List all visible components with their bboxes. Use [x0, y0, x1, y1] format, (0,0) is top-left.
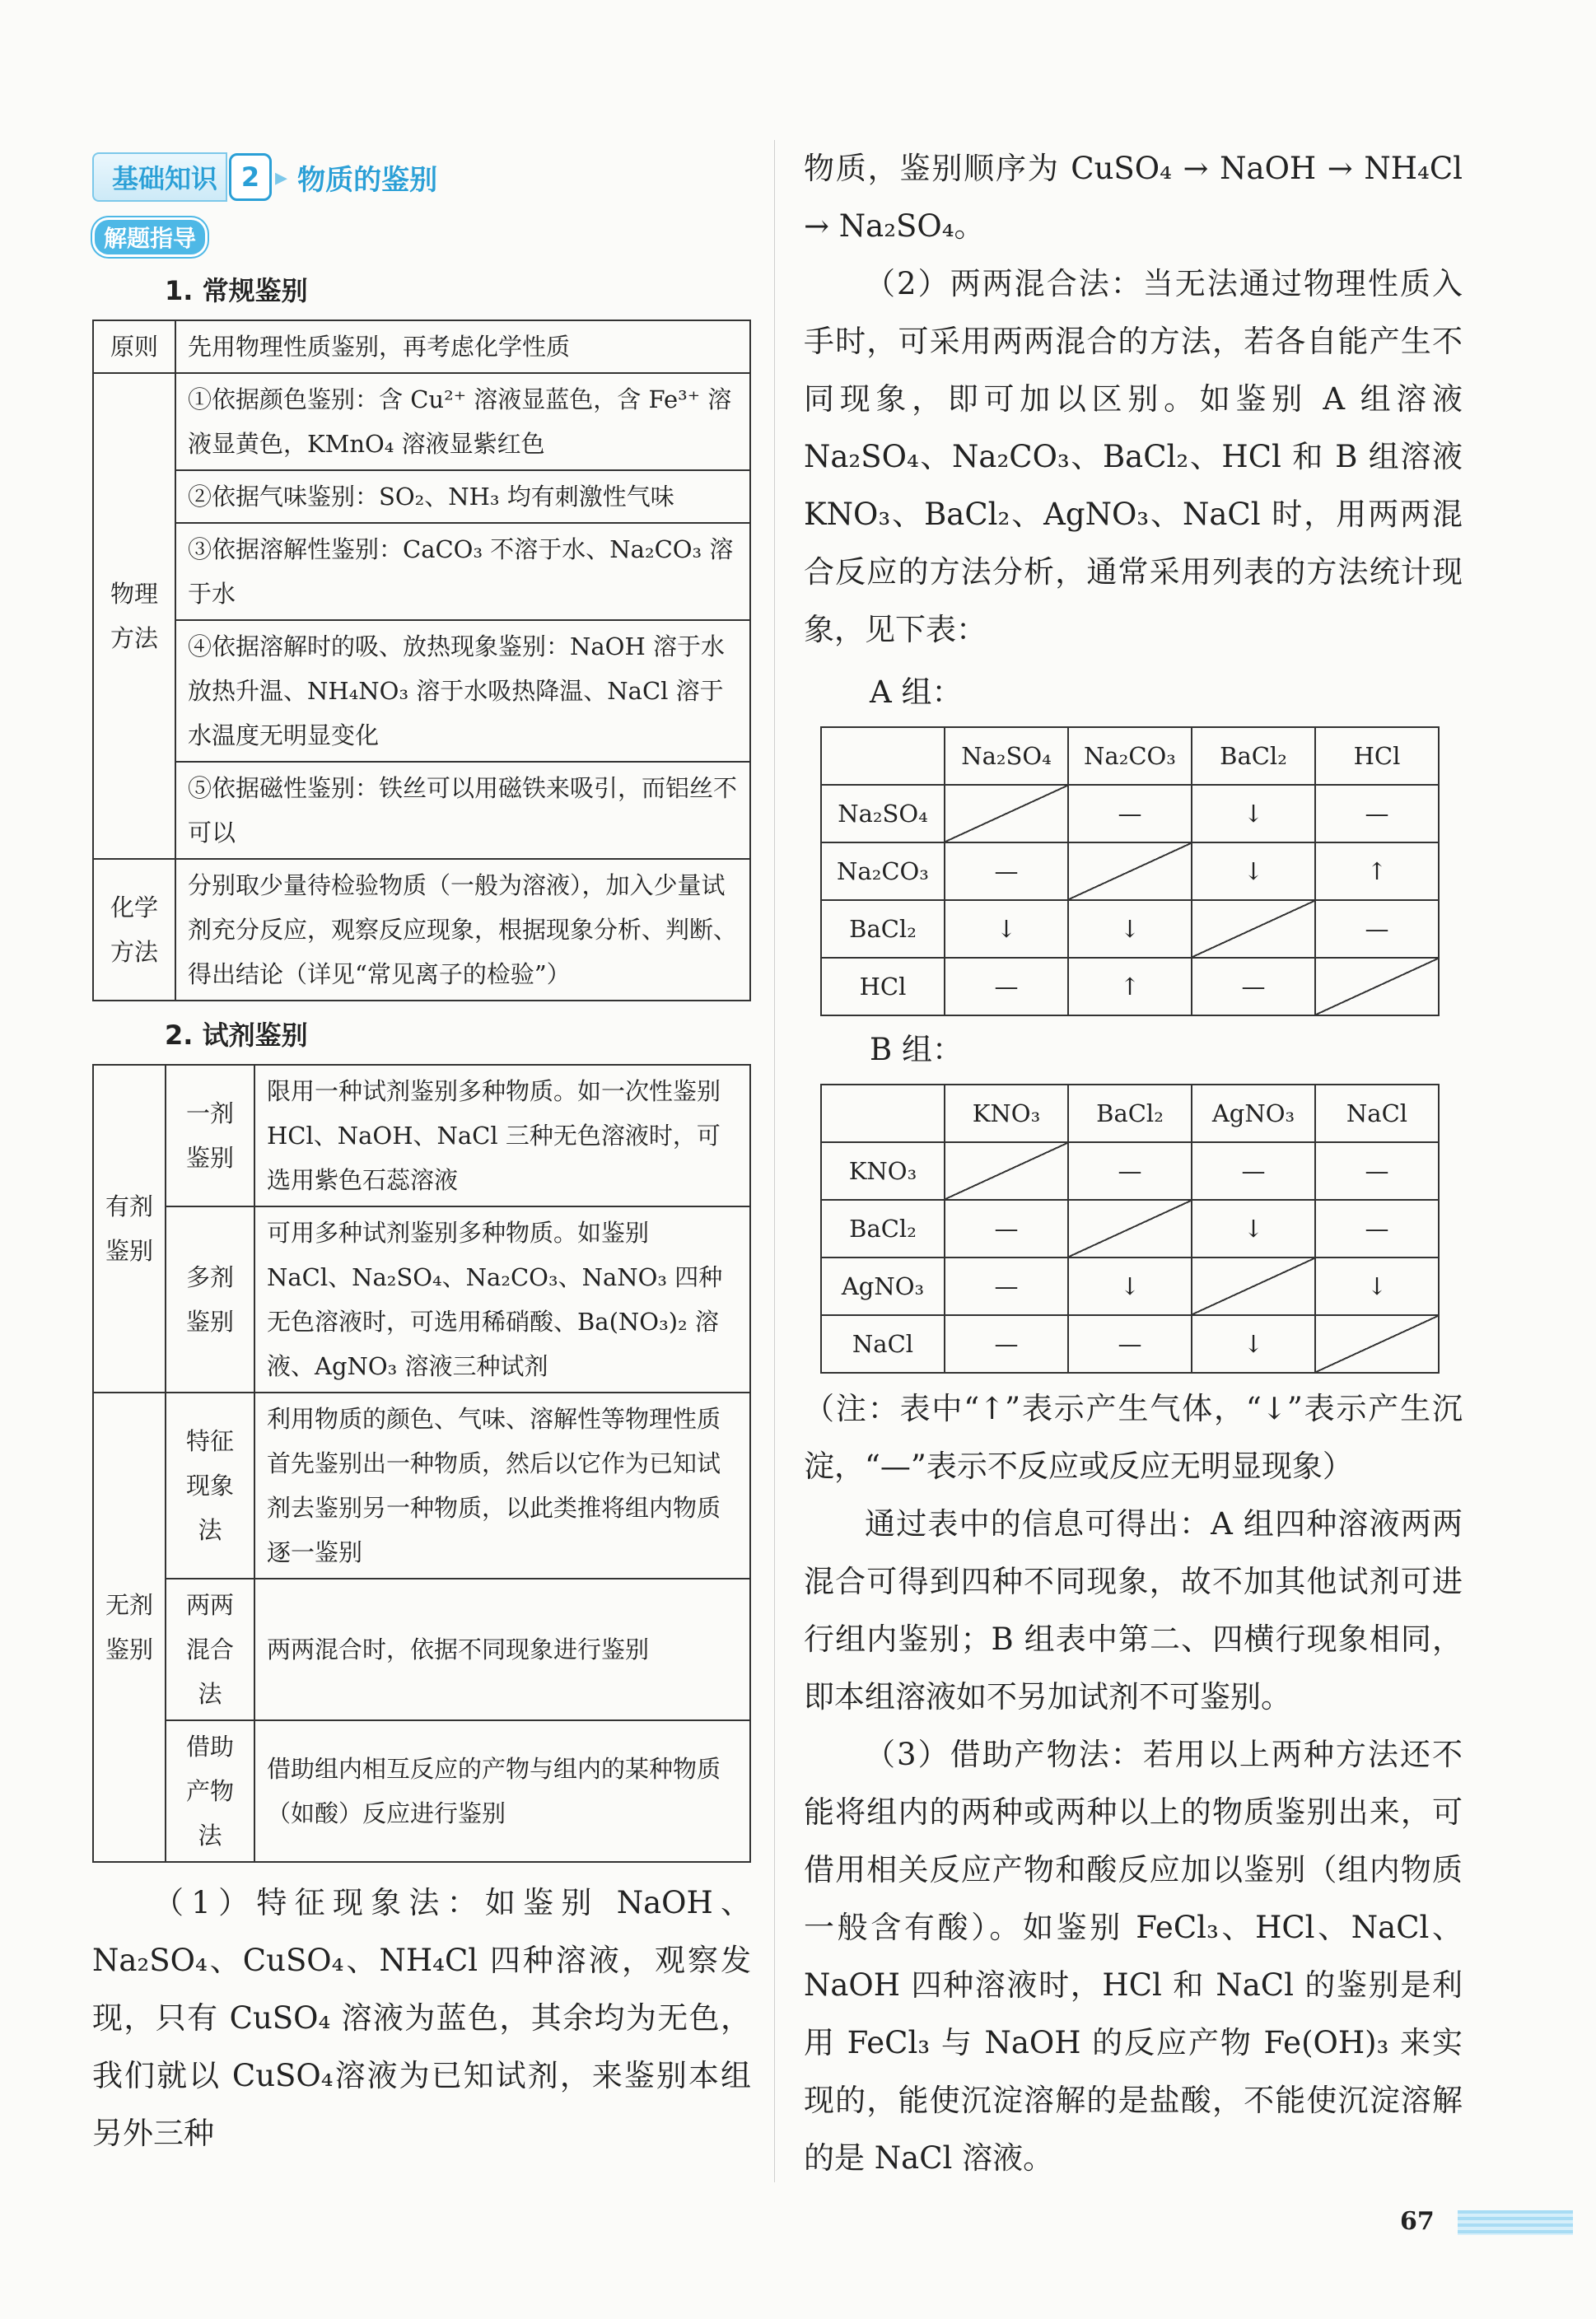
- product-method-paragraph: （3）借助产物法：若用以上两种方法还不能将组内的两种或两种以上的物质鉴别出来，可借用相关反应产物和酸反应加以鉴别（组内物质一般含有酸）。如鉴别 FeCl₃、HCl、NaCl、NaOH 四种溶液时，HCl 和 NaCl 的鉴别是利用 FeCl₃ 与 NaOH 的反应产物 Fe(OH)₃ 来实现的，能使沉淀溶解的是盐酸，不能使沉淀溶解的是 NaCl 溶液。: [804, 1737, 1463, 2176]
- column-header: BaCl₂: [1068, 1085, 1192, 1142]
- feature-method-label: 特征现象法: [166, 1393, 254, 1579]
- diagonal-cell: [1068, 842, 1192, 900]
- table-row: [93, 620, 750, 762]
- table-cell: —: [1315, 900, 1439, 958]
- tip-badge: 解题指导: [92, 217, 208, 257]
- group-a-label: A 组：: [870, 674, 963, 710]
- physical-row-solubility: ③依据溶解性鉴别：CaCO₃ 不溶于水、Na₂CO₃ 溶于水: [175, 523, 750, 620]
- diagonal-cell: [1315, 1315, 1439, 1373]
- product-method-text: 借助组内相互反应的产物与组内的某种物质（如酸）反应进行鉴别: [254, 1720, 750, 1862]
- table-row: [93, 1206, 750, 1393]
- table-header-row: [821, 727, 1439, 785]
- chemical-method-text: 分别取少量待检验物质（一般为溶液），加入少量试剂充分反应，观察反应现象，根据现象分析、判断、得出结论（详见“常见离子的检验”）: [175, 859, 750, 1001]
- product-method-label: 借助产物法: [166, 1720, 254, 1862]
- column-header: HCl: [1315, 727, 1439, 785]
- left-column: [92, 148, 751, 2163]
- table-cell: —: [1315, 1142, 1439, 1200]
- pairwise-method-text: 两两混合时，依据不同现象进行鉴别: [254, 1579, 750, 1720]
- subheading-reagent: 2. 试剂鉴别: [165, 1020, 308, 1051]
- diagonal-cell: [1315, 958, 1439, 1015]
- principle-text: 先用物理性质鉴别，再考虑化学性质: [175, 320, 750, 373]
- table-cell: —: [945, 842, 1068, 900]
- feature-method-text: 利用物质的颜色、气味、溶解性等物理性质首先鉴别出一种物质，然后以它作为已知试剂去鉴别另一种物质，以此类推将组内物质逐一鉴别: [254, 1393, 750, 1579]
- table-row: [93, 859, 750, 1001]
- single-reagent-label: 一剂鉴别: [166, 1065, 254, 1206]
- arrow-icon: ▸: [275, 162, 288, 192]
- table-cell: ↓: [1192, 1315, 1315, 1373]
- conventional-table: [92, 320, 751, 1001]
- row-header: BaCl₂: [821, 1200, 945, 1257]
- table-row: [821, 842, 1439, 900]
- table-row: [93, 320, 750, 373]
- group-b-label: B 组：: [870, 1032, 963, 1067]
- table-row: [821, 1142, 1439, 1200]
- table-row: [821, 900, 1439, 958]
- table-row: [93, 1065, 750, 1206]
- table-row: [821, 1315, 1439, 1373]
- diagonal-cell: [1192, 900, 1315, 958]
- table-row: [93, 373, 750, 470]
- table-cell: —: [945, 958, 1068, 1015]
- section-number: 2: [229, 153, 272, 201]
- table-row: [93, 762, 750, 859]
- row-header: AgNO₃: [821, 1257, 945, 1315]
- diagonal-cell: [945, 785, 1068, 842]
- table-cell: —: [1192, 1142, 1315, 1200]
- diagonal-cell: [1192, 1257, 1315, 1315]
- table-row: [821, 958, 1439, 1015]
- corner-cell: [821, 727, 945, 785]
- table-row: [821, 1200, 1439, 1257]
- table-cell: ↓: [1315, 1257, 1439, 1315]
- section-header: [92, 148, 751, 206]
- row-header: HCl: [821, 958, 945, 1015]
- row-header: KNO₃: [821, 1142, 945, 1200]
- page-number-bar: [1458, 2210, 1573, 2235]
- single-reagent-text: 限用一种试剂鉴别多种物质。如一次性鉴别 HCl、NaOH、NaCl 三种无色溶液时，可选用紫色石蕊溶液: [254, 1065, 750, 1206]
- right-column: [804, 140, 1463, 2187]
- table-cell: ↑: [1068, 958, 1192, 1015]
- table-cell: —: [945, 1200, 1068, 1257]
- column-header: Na₂SO₄: [945, 727, 1068, 785]
- table-row: [93, 470, 750, 523]
- table-row: [821, 785, 1439, 842]
- principle-label: 原则: [93, 320, 175, 373]
- group-b-table: [820, 1084, 1440, 1374]
- legend-note: （注：表中“↑”表示产生气体，“↓”表示产生沉淀，“—”表示不反应或反应无明显现象）: [804, 1391, 1463, 1484]
- multi-reagent-label: 多剂鉴别: [166, 1206, 254, 1393]
- page-number: 67: [1400, 2207, 1435, 2236]
- table-row: [93, 523, 750, 620]
- row-header: Na₂CO₃: [821, 842, 945, 900]
- table-cell: ↓: [1068, 1257, 1192, 1315]
- column-header: AgNO₃: [1192, 1085, 1315, 1142]
- table-cell: ↓: [1192, 842, 1315, 900]
- table-cell: —: [1315, 1200, 1439, 1257]
- table-cell: ↓: [1192, 785, 1315, 842]
- row-header: BaCl₂: [821, 900, 945, 958]
- physical-method-label: 物理方法: [93, 373, 175, 859]
- multi-reagent-text: 可用多种试剂鉴别多种物质。如鉴别 NaCl、Na₂SO₄、Na₂CO₃、NaNO₃ 四种无色溶液时，可选用稀硝酸、Ba(NO₃)₂ 溶液、AgNO₃ 溶液三种试剂: [254, 1206, 750, 1393]
- table-cell: ↓: [945, 900, 1068, 958]
- table-cell: —: [945, 1257, 1068, 1315]
- with-reagent-label: 有剂鉴别: [93, 1065, 166, 1393]
- column-divider: [774, 140, 775, 2182]
- table-row: [93, 1720, 750, 1862]
- group-a-table: [820, 726, 1440, 1016]
- corner-cell: [821, 1085, 945, 1142]
- pairwise-paragraph: （2）两两混合法：当无法通过物理性质入手时，可采用两两混合的方法，若各自能产生不同现象，即可加以区别。如鉴别 A 组溶液 Na₂SO₄、Na₂CO₃、BaCl₂、HCl 和 B 组溶液 KNO₃、BaCl₂、AgNO₃、NaCl 时，用两两混合反应的方法分析，通常采用列表的方法统计现象，见下表：: [804, 266, 1463, 647]
- row-header: Na₂SO₄: [821, 785, 945, 842]
- table-cell: —: [1068, 1315, 1192, 1373]
- table-cell: ↓: [1068, 900, 1192, 958]
- table-cell: ↓: [1192, 1200, 1315, 1257]
- table-cell: ↑: [1315, 842, 1439, 900]
- table-cell: —: [1068, 785, 1192, 842]
- table-cell: —: [1192, 958, 1315, 1015]
- no-reagent-label: 无剂鉴别: [93, 1393, 166, 1862]
- table-row: [93, 1393, 750, 1579]
- table-cell: —: [1315, 785, 1439, 842]
- physical-row-magnet: ⑤依据磁性鉴别：铁丝可以用磁铁来吸引，而铝丝不可以: [175, 762, 750, 859]
- table-row: [821, 1257, 1439, 1315]
- table-cell: —: [945, 1315, 1068, 1373]
- chemical-method-label: 化学方法: [93, 859, 175, 1001]
- sequence-paragraph: 物质，鉴别顺序为 CuSO₄ → NaOH → NH₄Cl → Na₂SO₄。: [804, 151, 1463, 244]
- physical-row-color: ①依据颜色鉴别：含 Cu²⁺ 溶液显蓝色，含 Fe³⁺ 溶液显黄色，KMnO₄ 溶液显紫红色: [175, 373, 750, 470]
- reagent-table: [92, 1064, 751, 1863]
- table-header-row: [821, 1085, 1439, 1142]
- column-header: NaCl: [1315, 1085, 1439, 1142]
- table-row: [93, 1579, 750, 1720]
- column-header: Na₂CO₃: [1068, 727, 1192, 785]
- diagonal-cell: [1068, 1200, 1192, 1257]
- feature-method-paragraph: （1）特征现象法：如鉴别 NaOH、Na₂SO₄、CuSO₄、NH₄Cl 四种溶液，观察发现，只有 CuSO₄ 溶液为蓝色，其余均为无色，我们就以 CuSO₄溶液为已知试剂，来鉴别本组另外三种: [92, 1885, 751, 2151]
- diagonal-cell: [945, 1142, 1068, 1200]
- section-title: 物质的鉴别: [297, 163, 438, 197]
- conclusion-paragraph: 通过表中的信息可得出：A 组四种溶液两两混合可得到四种不同现象，故不加其他试剂可进行组内鉴别；B 组表中第二、四横行现象相同，即本组溶液如不另加试剂不可鉴别。: [804, 1506, 1463, 1715]
- subheading-conventional: 1. 常规鉴别: [165, 275, 308, 306]
- column-header: BaCl₂: [1192, 727, 1315, 785]
- physical-row-heat: ④依据溶解时的吸、放热现象鉴别：NaOH 溶于水放热升温、NH₄NO₃ 溶于水吸热降温、NaCl 溶于水温度无明显变化: [175, 620, 750, 762]
- table-cell: —: [1068, 1142, 1192, 1200]
- column-header: KNO₃: [945, 1085, 1068, 1142]
- pairwise-method-label: 两两混合法: [166, 1579, 254, 1720]
- physical-row-odor: ②依据气味鉴别：SO₂、NH₃ 均有刺激性气味: [175, 470, 750, 523]
- row-header: NaCl: [821, 1315, 945, 1373]
- section-badge: 基础知识: [92, 152, 227, 202]
